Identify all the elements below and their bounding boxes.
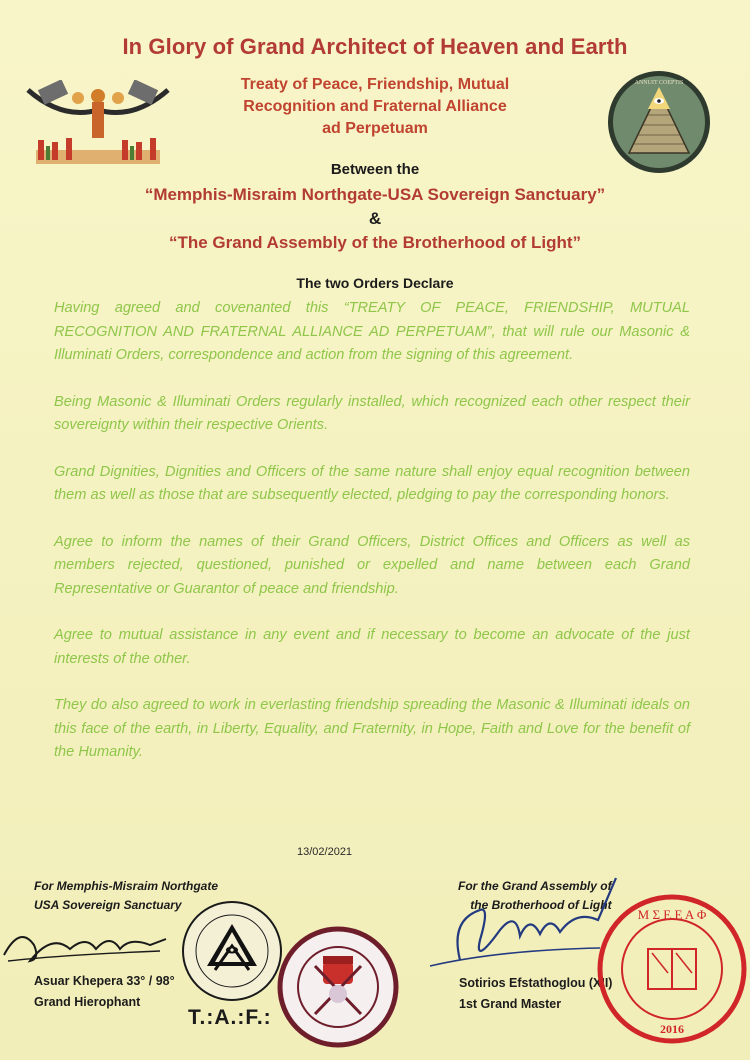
signing-date: 13/02/2021 — [297, 846, 353, 858]
right-signatory-name: Sotirios Efstathoglou (XII) — [459, 976, 613, 990]
svg-text:ANNUIT COEPTIS: ANNUIT COEPTIS — [634, 80, 684, 86]
red-seal-letters: Μ Σ Ε Ε Α Φ — [637, 907, 707, 922]
left-handwritten-signature — [0, 915, 170, 970]
square-compass-seal — [181, 900, 283, 1002]
ampersand: & — [368, 209, 382, 228]
hierophant-seal — [277, 926, 399, 1048]
taaf-mark: T.:A.:F.: — [188, 1006, 272, 1029]
paragraph-2: Being Masonic & Illuminati Orders regularly installed, which recognized each other respect their sovereignty within their respective Orients. — [54, 393, 690, 433]
paragraph-4: Agree to inform the names of their Grand Officers, District Offices and Officers as well as members rejected, questioned, punished or expelled and name between each Grand Representative or Guarantor of peace and friendship. — [54, 533, 690, 597]
declare-heading: The two Orders Declare — [296, 275, 454, 291]
egyptian-emblem-logo — [22, 80, 174, 172]
left-signatory-name-block — [34, 971, 175, 1013]
left-signatory-name: Asuar Khepera 33° / 98° — [34, 974, 175, 988]
subtitle-line-2: Recognition and Fraternal Alliance — [243, 98, 507, 115]
right-signatory-name-block — [459, 973, 612, 1015]
left-for-line-2: USA Sovereign Sanctuary — [34, 898, 182, 912]
brotherhood-red-seal — [596, 893, 748, 1045]
left-for-line-1: For Memphis-Misraim Northgate — [34, 879, 219, 893]
right-for-line-1: For the Grand Assembly of — [458, 879, 612, 893]
red-seal-year: 2016 — [660, 1022, 684, 1036]
between-label: Between the — [330, 161, 420, 178]
party-two-name: “The Grand Assembly of the Brotherhood of Light” — [168, 233, 582, 252]
paragraph-3: Grand Dignities, Dignities and Officers of the same nature shall enjoy equal recognition between them as well as those that are subsequently elected, pledging to pay the corresponding honors. — [54, 463, 690, 503]
document-title: In Glory of Grand Architect of Heaven and Earth — [122, 34, 628, 59]
subtitle-line-1: Treaty of Peace, Friendship, Mutual — [240, 76, 510, 93]
paragraph-5: Agree to mutual assistance in any event and if necessary to become an advocate of the just interests of the other. — [54, 627, 690, 667]
paragraph-1: Having agreed and covenanted this “TREATY OF PEACE, FRIENDSHIP, MUTUAL RECOGNITION AND FRATERNAL ALLIANCE AD PERPETUAM”, that will rule our Masonic & Illuminati Orders, correspondence and action from the signing of this agreement. — [54, 300, 690, 363]
right-signatory-title: 1st Grand Master — [459, 997, 562, 1011]
paragraph-6: They do also agreed to work in everlasting friendship spreading the Masonic & Illuminati ideals on this face of the earth, in Liberty, Equality, and Fraternity, in Hope, Faith and Love for the benefit of the Humanity. — [54, 697, 690, 760]
party-one-name: “Memphis-Misraim Northgate-USA Sovereign Sanctuary” — [144, 185, 606, 204]
treaty-body — [54, 297, 690, 765]
right-for-line-2: the Brotherhood of Light — [470, 898, 612, 912]
subtitle-line-3: ad Perpetuam — [322, 120, 428, 137]
right-handwritten-signature — [420, 870, 620, 980]
treaty-subtitle — [180, 74, 570, 140]
pyramid-eye-seal — [606, 69, 712, 175]
left-signatory-title: Grand Hierophant — [34, 995, 141, 1009]
